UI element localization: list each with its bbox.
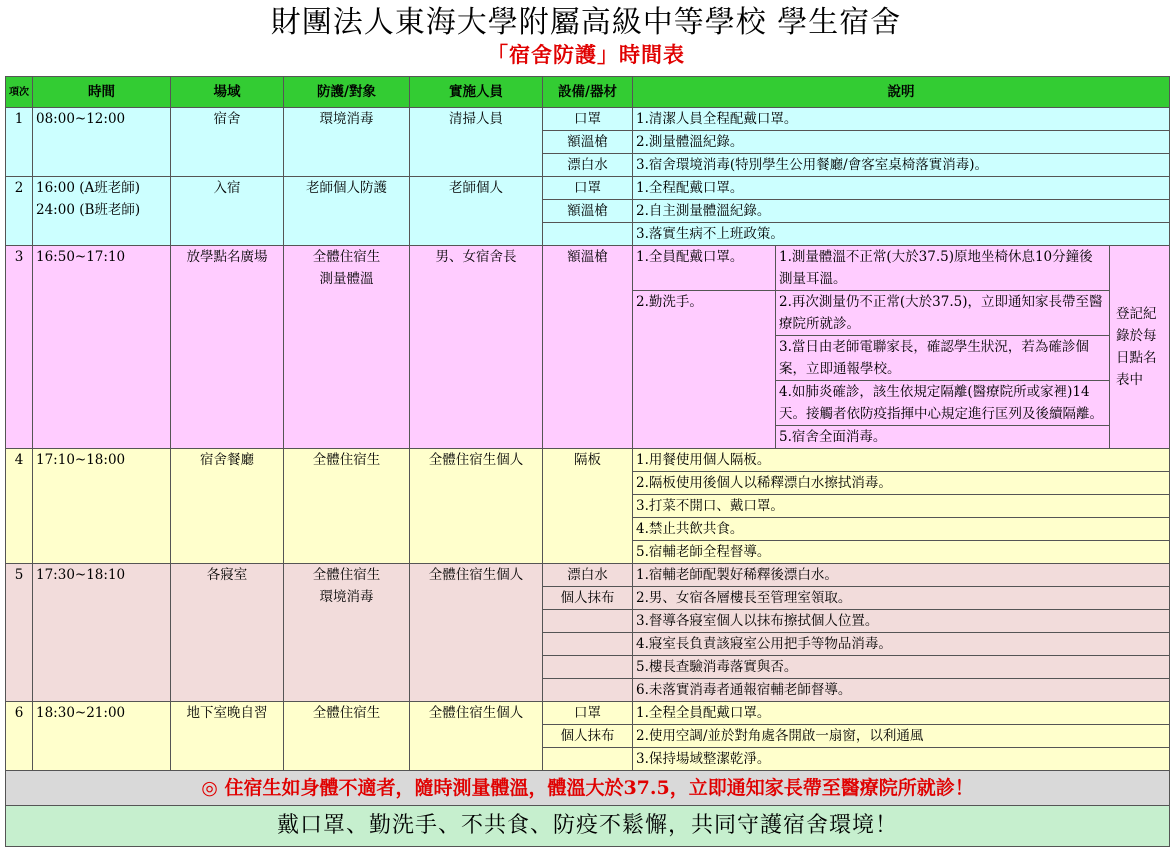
description-cell: 2.自主測量體溫紀錄。 [633,200,1170,223]
footer-row [6,806,1170,847]
equipment-cell [543,656,633,679]
description-cell: 1.全程全員配戴口罩。 [633,702,1170,725]
description-cell: 5.樓長查驗消毒落實與否。 [633,656,1170,679]
target-line-2: 環境消毒 [319,589,374,605]
item-number: 1 [6,108,33,177]
col-header-area: 場域 [171,77,284,108]
description-cell: 4.禁止共飲共食。 [633,518,1170,541]
description-cell: 2.男、女宿各層樓長至管理室領取。 [633,587,1170,610]
equipment-cell: 口罩 [543,177,633,200]
description-cell: 1.清潔人員全程配戴口罩。 [633,108,1170,131]
time-b: 24:00 (B班老師) [36,202,141,218]
area-cell: 各寢室 [171,564,284,702]
description-cell: 2.測量體溫紀錄。 [633,131,1170,154]
time-cell: 16:50~17:10 [33,246,171,449]
page-subtitle: 「宿舍防護」時間表 [487,42,685,67]
equipment-cell: 口罩 [543,108,633,131]
description-cell: 3.保持場域整潔乾淨。 [633,748,1170,771]
item-number: 6 [6,702,33,771]
equipment-cell: 個人抹布 [543,725,633,748]
description-cell: 1.用餐使用個人隔板。 [633,449,1170,472]
equipment-cell: 額溫槍 [543,246,633,449]
equipment-cell: 額溫槍 [543,200,633,223]
equipment-cell [543,223,633,246]
step-cell: 3.當日由老師電聯家長，確認學生狀況，若為確診個案，立即通報學校。 [776,336,1110,381]
step-cell: 2.再次測量仍不正常(大於37.5)，立即通知家長帶至醫療院所就診。 [776,291,1110,336]
target-line-2: 測量體溫 [319,271,374,287]
footer-slogan: 戴口罩、勤洗手、不共食、防疫不鬆懈，共同守護宿舍環境！ [6,806,1170,847]
area-cell: 放學點名廣場 [171,246,284,449]
time-cell: 08:00~12:00 [33,108,171,177]
table-row [6,177,1170,200]
target-cell: 環境消毒 [284,108,410,177]
item-number: 3 [6,246,33,449]
item-number: 2 [6,177,33,246]
description-cell: 5.宿輔老師全程督導。 [633,541,1170,564]
equipment-cell: 漂白水 [543,564,633,587]
table-row [6,108,1170,131]
target-line-1: 全體住宿生 [312,249,381,265]
item-number: 4 [6,449,33,564]
warning-row [6,771,1170,806]
target-cell: 老師個人防護 [284,177,410,246]
description-cell: 3.宿舍環境消毒(特別學生公用餐廳/會客室桌椅落實消毒)。 [633,154,1170,177]
col-header-staff: 實施人員 [410,77,543,108]
target-cell: 全體住宿生 [284,702,410,771]
description-cell: 2.使用空調/並於對角處各開啟一扇窗，以利通風 [633,725,1170,748]
area-cell: 宿舍餐廳 [171,449,284,564]
schedule-table [5,76,1170,847]
col-header-no: 項次 [6,77,33,108]
time-a: 16:00 (A班老師) [36,180,140,196]
staff-cell: 全體住宿生個人 [410,564,543,702]
area-cell: 宿舍 [171,108,284,177]
action-cell: 2.勤洗手。 [633,291,776,449]
equipment-cell [543,633,633,656]
note-cell: 登記紀錄於每日點名表中 [1110,246,1170,449]
target-cell [284,246,410,449]
staff-cell: 全體住宿生個人 [410,449,543,564]
description-cell: 3.落實生病不上班政策。 [633,223,1170,246]
table-header-row [6,77,1170,108]
description-cell: 6.未落實消毒者通報宿輔老師督導。 [633,679,1170,702]
table-row [6,449,1170,472]
table-row [6,246,1170,291]
item-number: 5 [6,564,33,702]
staff-cell: 清掃人員 [410,108,543,177]
description-cell: 4.寢室長負責該寢室公用把手等物品消毒。 [633,633,1170,656]
equipment-cell: 漂白水 [543,154,633,177]
target-cell: 全體住宿生 [284,449,410,564]
staff-cell: 全體住宿生個人 [410,702,543,771]
table-row [6,702,1170,725]
equipment-cell [543,748,633,771]
equipment-cell [543,610,633,633]
description-cell: 1.宿輔老師配製好稀釋後漂白水。 [633,564,1170,587]
staff-cell: 老師個人 [410,177,543,246]
time-cell: 17:10~18:00 [33,449,171,564]
col-header-target: 防護/對象 [284,77,410,108]
equipment-cell: 口罩 [543,702,633,725]
warning-text: ◎ 住宿生如身體不適者，隨時測量體溫，體溫大於37.5，立即通知家長帶至醫療院所就診！ [6,771,1170,806]
description-cell: 2.隔板使用後個人以稀釋漂白水擦拭消毒。 [633,472,1170,495]
step-cell: 4.如肺炎確診，該生依規定隔離(醫療院所或家裡)14天。接觸者依防疫指揮中心規定進行匡列及後續隔離。 [776,381,1110,426]
equipment-cell: 額溫槍 [543,131,633,154]
time-cell: 18:30~21:00 [33,702,171,771]
col-header-time: 時間 [33,77,171,108]
table-row [6,564,1170,587]
step-cell: 1.測量體溫不正常(大於37.5)原地坐椅休息10分鐘後測量耳溫。 [776,246,1110,291]
time-cell [33,177,171,246]
col-header-description: 說明 [633,77,1170,108]
target-line-1: 全體住宿生 [312,567,381,583]
description-cell: 3.打菜不開口、戴口罩。 [633,495,1170,518]
col-header-equipment: 設備/器材 [543,77,633,108]
step-cell: 5.宿舍全面消毒。 [776,426,1110,449]
area-cell: 地下室晚自習 [171,702,284,771]
description-cell: 3.督導各寢室個人以抹布擦拭個人位置。 [633,610,1170,633]
equipment-cell: 個人抹布 [543,587,633,610]
target-cell [284,564,410,702]
time-cell: 17:30~18:10 [33,564,171,702]
equipment-cell: 隔板 [543,449,633,564]
equipment-cell [543,679,633,702]
description-cell: 1.全程配戴口罩。 [633,177,1170,200]
staff-cell: 男、女宿舍長 [410,246,543,449]
area-cell: 入宿 [171,177,284,246]
page-title: 財團法人東海大學附屬高級中等學校 學生宿舍 [270,5,902,40]
action-cell: 1.全員配戴口罩。 [633,246,776,291]
